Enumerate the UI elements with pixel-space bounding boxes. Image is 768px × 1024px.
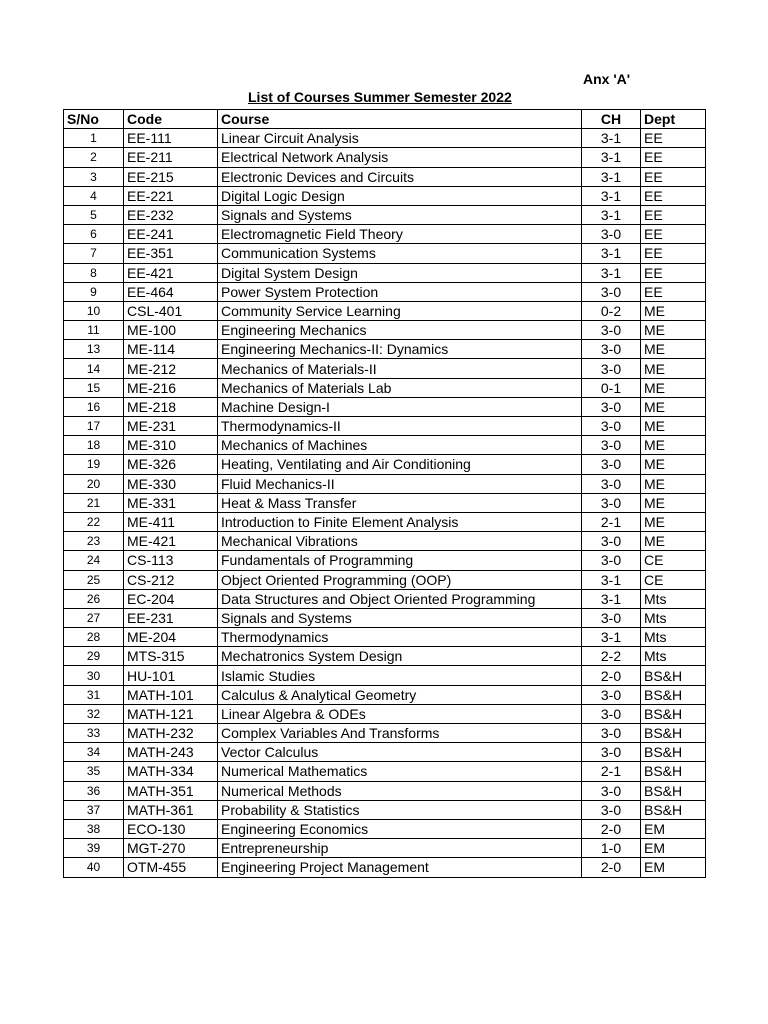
cell-code: OTM-455 — [124, 858, 218, 877]
cell-dept: EE — [641, 225, 706, 244]
cell-dept: EM — [641, 858, 706, 877]
header-course: Course — [218, 110, 582, 129]
cell-sno: 11 — [64, 321, 124, 340]
cell-course: Fundamentals of Programming — [218, 551, 582, 570]
cell-sno: 35 — [64, 762, 124, 781]
cell-code: EE-241 — [124, 225, 218, 244]
cell-dept: ME — [641, 301, 706, 320]
cell-code: ME-212 — [124, 359, 218, 378]
table-row — [64, 225, 706, 244]
cell-course: Community Service Learning — [218, 301, 582, 320]
table-row — [64, 685, 706, 704]
cell-ch: 3-0 — [582, 493, 641, 512]
cell-ch: 2-1 — [582, 762, 641, 781]
cell-sno: 2 — [64, 148, 124, 167]
cell-sno: 24 — [64, 551, 124, 570]
cell-sno: 25 — [64, 570, 124, 589]
cell-ch: 2-0 — [582, 666, 641, 685]
cell-ch: 2-1 — [582, 512, 641, 531]
table-row — [64, 263, 706, 282]
table-row — [64, 340, 706, 359]
cell-course: Electronic Devices and Circuits — [218, 167, 582, 186]
table-row — [64, 378, 706, 397]
cell-code: ME-411 — [124, 512, 218, 531]
cell-dept: CE — [641, 570, 706, 589]
cell-dept: EE — [641, 186, 706, 205]
cell-dept: CE — [641, 551, 706, 570]
cell-sno: 10 — [64, 301, 124, 320]
cell-course: Mechanics of Materials-II — [218, 359, 582, 378]
cell-course: Probability & Statistics — [218, 800, 582, 819]
table-header-row — [64, 110, 706, 129]
cell-sno: 38 — [64, 819, 124, 838]
cell-dept: BS&H — [641, 666, 706, 685]
cell-dept: ME — [641, 532, 706, 551]
document-title: List of Courses Summer Semester 2022 — [248, 89, 512, 105]
cell-sno: 3 — [64, 167, 124, 186]
table-row — [64, 436, 706, 455]
cell-dept: EE — [641, 282, 706, 301]
header-ch: CH — [582, 110, 641, 129]
cell-sno: 6 — [64, 225, 124, 244]
table-row — [64, 704, 706, 723]
table-row — [64, 244, 706, 263]
table-row — [64, 858, 706, 877]
cell-ch: 3-1 — [582, 589, 641, 608]
cell-ch: 3-1 — [582, 244, 641, 263]
cell-code: MATH-243 — [124, 743, 218, 762]
cell-dept: EE — [641, 129, 706, 148]
table-row — [64, 589, 706, 608]
cell-ch: 3-1 — [582, 570, 641, 589]
table-row — [64, 417, 706, 436]
cell-sno: 31 — [64, 685, 124, 704]
cell-dept: Mts — [641, 608, 706, 627]
cell-dept: EM — [641, 839, 706, 858]
table-row — [64, 608, 706, 627]
cell-course: Object Oriented Programming (OOP) — [218, 570, 582, 589]
cell-code: EE-464 — [124, 282, 218, 301]
cell-ch: 3-0 — [582, 436, 641, 455]
cell-code: ME-330 — [124, 474, 218, 493]
cell-ch: 3-0 — [582, 800, 641, 819]
cell-course: Linear Circuit Analysis — [218, 129, 582, 148]
table-row — [64, 532, 706, 551]
cell-dept: BS&H — [641, 685, 706, 704]
cell-code: EE-111 — [124, 129, 218, 148]
cell-code: EE-211 — [124, 148, 218, 167]
table-row — [64, 397, 706, 416]
table-row — [64, 800, 706, 819]
cell-code: ME-421 — [124, 532, 218, 551]
cell-course: Engineering Project Management — [218, 858, 582, 877]
table-row — [64, 148, 706, 167]
cell-sno: 22 — [64, 512, 124, 531]
table-body — [64, 129, 706, 877]
cell-code: ME-326 — [124, 455, 218, 474]
cell-dept: BS&H — [641, 762, 706, 781]
table-row — [64, 167, 706, 186]
table-row — [64, 512, 706, 531]
cell-code: EE-232 — [124, 205, 218, 224]
cell-ch: 3-0 — [582, 781, 641, 800]
cell-course: Linear Algebra & ODEs — [218, 704, 582, 723]
cell-course: Mechanical Vibrations — [218, 532, 582, 551]
cell-dept: BS&H — [641, 800, 706, 819]
table-row — [64, 570, 706, 589]
cell-ch: 3-0 — [582, 608, 641, 627]
cell-dept: ME — [641, 397, 706, 416]
cell-code: EE-351 — [124, 244, 218, 263]
cell-sno: 36 — [64, 781, 124, 800]
annex-label: Anx 'A' — [583, 71, 631, 87]
cell-sno: 8 — [64, 263, 124, 282]
cell-sno: 39 — [64, 839, 124, 858]
cell-code: ME-310 — [124, 436, 218, 455]
table-row — [64, 129, 706, 148]
cell-code: ME-218 — [124, 397, 218, 416]
header-sno: S/No — [64, 110, 124, 129]
cell-dept: EE — [641, 244, 706, 263]
cell-course: Introduction to Finite Element Analysis — [218, 512, 582, 531]
cell-course: Electrical Network Analysis — [218, 148, 582, 167]
cell-ch: 1-0 — [582, 839, 641, 858]
cell-sno: 16 — [64, 397, 124, 416]
cell-sno: 15 — [64, 378, 124, 397]
cell-ch: 2-0 — [582, 858, 641, 877]
cell-dept: BS&H — [641, 743, 706, 762]
cell-code: EE-221 — [124, 186, 218, 205]
cell-code: EC-204 — [124, 589, 218, 608]
cell-course: Complex Variables And Transforms — [218, 724, 582, 743]
cell-dept: ME — [641, 512, 706, 531]
cell-sno: 18 — [64, 436, 124, 455]
cell-course: Signals and Systems — [218, 608, 582, 627]
table-row — [64, 819, 706, 838]
cell-code: MATH-351 — [124, 781, 218, 800]
table-row — [64, 205, 706, 224]
table-row — [64, 781, 706, 800]
table-row — [64, 666, 706, 685]
cell-course: Islamic Studies — [218, 666, 582, 685]
cell-ch: 0-2 — [582, 301, 641, 320]
cell-sno: 5 — [64, 205, 124, 224]
table-row — [64, 359, 706, 378]
cell-ch: 3-1 — [582, 628, 641, 647]
cell-ch: 3-1 — [582, 205, 641, 224]
cell-dept: EE — [641, 148, 706, 167]
cell-course: Engineering Mechanics-II: Dynamics — [218, 340, 582, 359]
cell-dept: ME — [641, 493, 706, 512]
table-row — [64, 493, 706, 512]
table-row — [64, 455, 706, 474]
cell-dept: EE — [641, 263, 706, 282]
cell-ch: 3-0 — [582, 321, 641, 340]
table-row — [64, 186, 706, 205]
cell-course: Engineering Mechanics — [218, 321, 582, 340]
table-row — [64, 282, 706, 301]
cell-course: Engineering Economics — [218, 819, 582, 838]
cell-dept: BS&H — [641, 704, 706, 723]
cell-course: Electromagnetic Field Theory — [218, 225, 582, 244]
cell-code: MATH-361 — [124, 800, 218, 819]
cell-sno: 29 — [64, 647, 124, 666]
cell-code: MATH-334 — [124, 762, 218, 781]
cell-dept: ME — [641, 474, 706, 493]
cell-ch: 3-0 — [582, 704, 641, 723]
cell-course: Digital Logic Design — [218, 186, 582, 205]
table-row — [64, 839, 706, 858]
cell-course: Numerical Mathematics — [218, 762, 582, 781]
header-code: Code — [124, 110, 218, 129]
cell-sno: 26 — [64, 589, 124, 608]
cell-ch: 3-0 — [582, 225, 641, 244]
cell-sno: 32 — [64, 704, 124, 723]
cell-course: Power System Protection — [218, 282, 582, 301]
courses-table — [63, 109, 706, 878]
cell-sno: 23 — [64, 532, 124, 551]
cell-sno: 17 — [64, 417, 124, 436]
cell-course: Heating, Ventilating and Air Conditioning — [218, 455, 582, 474]
cell-code: MATH-121 — [124, 704, 218, 723]
cell-code: ME-114 — [124, 340, 218, 359]
cell-course: Entrepreneurship — [218, 839, 582, 858]
cell-dept: ME — [641, 359, 706, 378]
cell-course: Machine Design-I — [218, 397, 582, 416]
cell-code: EE-421 — [124, 263, 218, 282]
cell-dept: Mts — [641, 628, 706, 647]
cell-ch: 3-0 — [582, 340, 641, 359]
cell-code: ECO-130 — [124, 819, 218, 838]
table-row — [64, 551, 706, 570]
cell-dept: ME — [641, 455, 706, 474]
cell-ch: 3-0 — [582, 397, 641, 416]
cell-sno: 4 — [64, 186, 124, 205]
cell-sno: 40 — [64, 858, 124, 877]
table-row — [64, 762, 706, 781]
cell-dept: ME — [641, 436, 706, 455]
cell-dept: EE — [641, 167, 706, 186]
cell-dept: BS&H — [641, 781, 706, 800]
cell-dept: ME — [641, 340, 706, 359]
cell-sno: 21 — [64, 493, 124, 512]
cell-course: Mechatronics System Design — [218, 647, 582, 666]
cell-course: Numerical Methods — [218, 781, 582, 800]
cell-course: Signals and Systems — [218, 205, 582, 224]
cell-dept: Mts — [641, 589, 706, 608]
cell-code: MGT-270 — [124, 839, 218, 858]
cell-ch: 3-1 — [582, 167, 641, 186]
cell-dept: Mts — [641, 647, 706, 666]
cell-ch: 3-0 — [582, 417, 641, 436]
cell-dept: EE — [641, 205, 706, 224]
cell-code: CSL-401 — [124, 301, 218, 320]
cell-course: Thermodynamics-II — [218, 417, 582, 436]
cell-ch: 2-0 — [582, 819, 641, 838]
cell-sno: 37 — [64, 800, 124, 819]
cell-code: CS-212 — [124, 570, 218, 589]
cell-course: Vector Calculus — [218, 743, 582, 762]
table-row — [64, 474, 706, 493]
cell-course: Thermodynamics — [218, 628, 582, 647]
table-row — [64, 647, 706, 666]
cell-code: ME-231 — [124, 417, 218, 436]
cell-ch: 3-0 — [582, 455, 641, 474]
cell-dept: ME — [641, 378, 706, 397]
table-row — [64, 743, 706, 762]
cell-ch: 2-2 — [582, 647, 641, 666]
cell-sno: 28 — [64, 628, 124, 647]
cell-sno: 27 — [64, 608, 124, 627]
cell-sno: 30 — [64, 666, 124, 685]
cell-ch: 3-0 — [582, 359, 641, 378]
cell-course: Mechanics of Materials Lab — [218, 378, 582, 397]
cell-sno: 33 — [64, 724, 124, 743]
cell-ch: 3-1 — [582, 129, 641, 148]
cell-course: Data Structures and Object Oriented Programming — [218, 589, 582, 608]
cell-ch: 3-0 — [582, 724, 641, 743]
cell-code: MATH-101 — [124, 685, 218, 704]
cell-ch: 3-1 — [582, 263, 641, 282]
cell-dept: EM — [641, 819, 706, 838]
table-row — [64, 301, 706, 320]
cell-code: ME-216 — [124, 378, 218, 397]
cell-ch: 0-1 — [582, 378, 641, 397]
cell-dept: ME — [641, 321, 706, 340]
cell-sno: 14 — [64, 359, 124, 378]
cell-code: MATH-232 — [124, 724, 218, 743]
cell-ch: 3-0 — [582, 685, 641, 704]
cell-ch: 3-1 — [582, 186, 641, 205]
cell-course: Heat & Mass Transfer — [218, 493, 582, 512]
cell-ch: 3-0 — [582, 551, 641, 570]
cell-course: Mechanics of Machines — [218, 436, 582, 455]
table-row — [64, 724, 706, 743]
cell-sno: 19 — [64, 455, 124, 474]
header-dept: Dept — [641, 110, 706, 129]
table-row — [64, 628, 706, 647]
cell-sno: 13 — [64, 340, 124, 359]
cell-code: HU-101 — [124, 666, 218, 685]
cell-sno: 7 — [64, 244, 124, 263]
cell-code: EE-215 — [124, 167, 218, 186]
cell-code: ME-100 — [124, 321, 218, 340]
cell-ch: 3-0 — [582, 282, 641, 301]
cell-sno: 34 — [64, 743, 124, 762]
cell-course: Fluid Mechanics-II — [218, 474, 582, 493]
cell-code: MTS-315 — [124, 647, 218, 666]
cell-code: ME-204 — [124, 628, 218, 647]
cell-ch: 3-1 — [582, 148, 641, 167]
cell-dept: ME — [641, 417, 706, 436]
cell-dept: BS&H — [641, 724, 706, 743]
cell-course: Communication Systems — [218, 244, 582, 263]
cell-course: Calculus & Analytical Geometry — [218, 685, 582, 704]
cell-sno: 1 — [64, 129, 124, 148]
cell-ch: 3-0 — [582, 474, 641, 493]
cell-sno: 9 — [64, 282, 124, 301]
cell-course: Digital System Design — [218, 263, 582, 282]
cell-ch: 3-0 — [582, 532, 641, 551]
cell-code: CS-113 — [124, 551, 218, 570]
table-row — [64, 321, 706, 340]
cell-ch: 3-0 — [582, 743, 641, 762]
cell-sno: 20 — [64, 474, 124, 493]
cell-code: ME-331 — [124, 493, 218, 512]
cell-code: EE-231 — [124, 608, 218, 627]
